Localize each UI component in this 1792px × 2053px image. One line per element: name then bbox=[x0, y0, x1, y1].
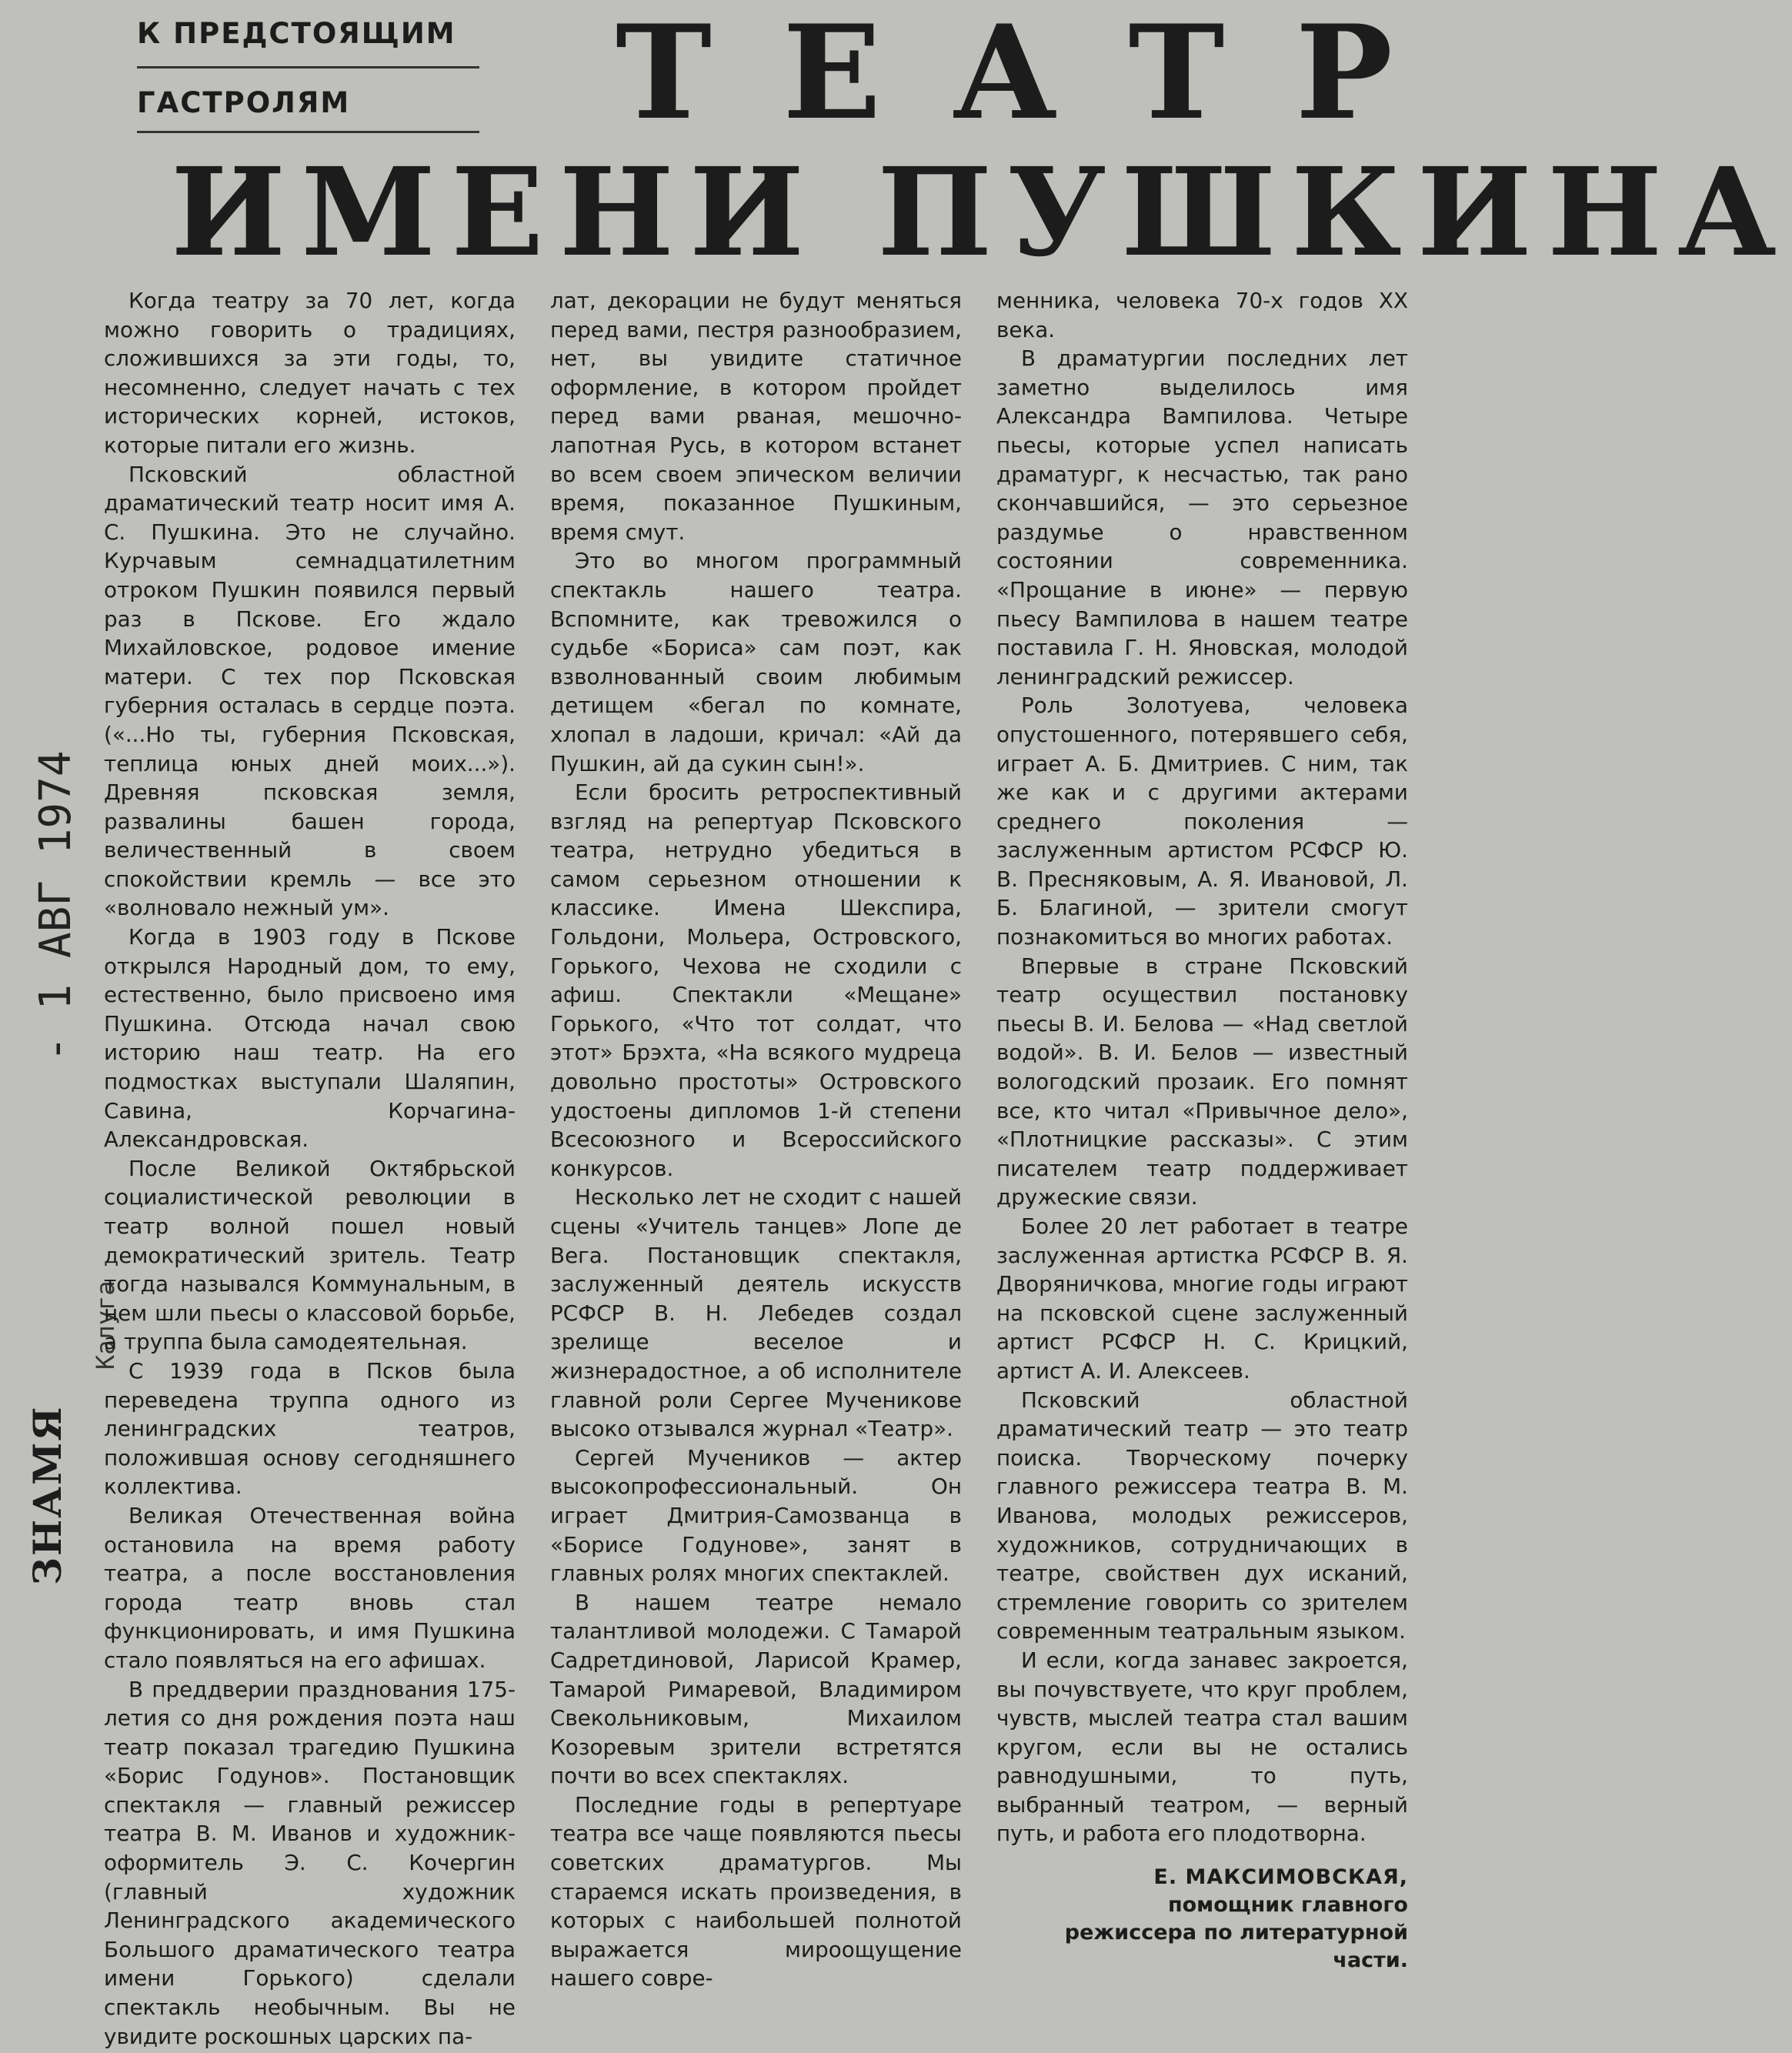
article-column-2 bbox=[550, 286, 962, 2045]
paragraph: В преддверии празднования 175-летия со дня рождения поэта наш театр показал трагедию Пушкина «Борис Годунов». Постановщик спектакля — главный режиссер театра В. М. Иванов и художник-оформитель Э. С. Кочергин (главный художник Ленинградского академического Большого драматического театра имени Горького) сделали спектакль необычным. Вы не увидите роскошных царских па- bbox=[104, 1676, 516, 2049]
paragraph: В драматургии последних лет заметно выделилось имя Александра Вампилова. Четыре пьесы, которые успел написать драматург, к несчастью, так рано скончавшийся, — это серьезное раздумье о нравственном состоянии современника. «Прощание в июне» — первую пьесу Вампилова в нашем театре поставила Г. Н. Яновская, молодой ленинградский режиссер. bbox=[996, 346, 1408, 689]
headline-letter: Т bbox=[1128, 0, 1225, 149]
author-name: Е. МАКСИМОВСКАЯ, bbox=[1153, 1865, 1408, 1890]
author-title-line: режиссера по литературной bbox=[1064, 1921, 1408, 1945]
stamp-city: Калуга bbox=[91, 1280, 120, 1370]
author-title-line: помощник главного bbox=[1167, 1893, 1408, 1918]
paragraph: лат, декорации не будут меняться перед вами, пестря разнообразием, нет, вы увидите статичное оформление, в котором пройдет перед вами рваная, мешочно-лапотная Русь, в котором встанет во всем своем эпическом величии время, показанное Пушкиным, время смут. bbox=[550, 288, 962, 545]
paragraph: Впервые в стране Псковский театр осуществил постановку пьесы В. И. Белова — «Над светлой водой». В. И. Белов — известный вологодский прозаик. Его помнят все, кто читал «Привычное дело», «Плотницкие рассказы». С этим писателем театр поддерживает дружеские связи. bbox=[996, 953, 1408, 1210]
headline-letter: А bbox=[952, 0, 1058, 149]
paragraph: Великая Отечественная война остановила на время работу театра, а после восстановления города театр вновь стал функционировать, и имя Пушкина стало появляться на его афишах. bbox=[104, 1502, 516, 1673]
article-column-3 bbox=[996, 286, 1408, 2045]
stamp-newspaper: ЗНАМЯ bbox=[25, 1405, 70, 1585]
kicker-rule-1 bbox=[137, 66, 479, 68]
paragraph: Это во многом программный спектакль нашего театра. Вспомните, как тревожился о судьбе «Бориса» сам поэт, как взволнованный своим любимым детищем «бегал по комнате, хлопал в ладоши, кричал: «Ай да Пушкин, ай да сукин сын!». bbox=[550, 548, 962, 776]
paragraph: После Великой Октябрьской социалистической революции в театр волной пошел новый демократический зритель. Театр тогда назывался Коммунальным, в нем шли пьесы о классовой борьбе, а труппа была самодеятельная. bbox=[104, 1155, 516, 1355]
paragraph: Сергей Мучеников — актер высокопрофессиональный. Он играет Дмитрия-Самозванца в «Борисе Годунове», занят в главных ролях многих спектаклей. bbox=[550, 1444, 962, 1587]
paragraph: С 1939 года в Псков была переведена труппа одного из ленинградских театров, положившая основу сегодняшнего коллектива. bbox=[104, 1357, 516, 1500]
headline-word-theatre bbox=[616, 0, 1393, 149]
kicker-rule-2 bbox=[137, 131, 479, 133]
stamp-date: - 1 АВГ 1974 bbox=[31, 750, 81, 1062]
paragraph: Когда в 1903 году в Пскове открылся Народный дом, то ему, естественно, было присвоено имя Пушкина. Отсюда начал свою историю наш театр. На его подмостках выступали Шаляпин, Савина, Корчагина-Александровская. bbox=[104, 924, 516, 1153]
paragraph: Псковский областной драматический театр — это театр поиска. Творческому почерку главного режиссера театра В. М. Иванова, молодых режиссеров, художников, сотрудничающих в театре, свойствен дух исканий, стремление говорить со зрителем современным театральным языком. bbox=[996, 1387, 1408, 1644]
kicker-line-1: К ПРЕДСТОЯЩИМ bbox=[137, 17, 456, 50]
paragraph: И если, когда занавес закроется, вы почувствуете, что круг проблем, чувств, мыслей театра стал вашим кругом, если вы не остались равнодушными, то путь, выбранный театром, — верный путь, и работа его плодотворна. bbox=[996, 1647, 1408, 1847]
headline-main: ИМЕНИ ПУШКИНА bbox=[171, 142, 1792, 284]
paragraph: Если бросить ретроспективный взгляд на репертуар Псковского театра, нетрудно убедиться в самом серьезном отношении к классике. Имена Шекспира, Гольдони, Мольера, Островского, Горького, Чехова не сходили с афиш. Спектакли «Мещане» Горького, «Что тот солдат, что этот» Брэхта, «На всякого мудреца довольно простоты» Островского удостоены дипломов 1-й степени Всесоюзного и Всероссийского конкурсов. bbox=[550, 779, 962, 1181]
paragraph: Когда театру за 70 лет, когда можно говорить о традициях, сложившихся за эти годы, то, несомненно, следует начать с тех исторических корней, истоков, которые питали его жизнь. bbox=[104, 288, 516, 458]
paragraph: Последние годы в репертуаре театра все чаще появляются пьесы советских драматургов. Мы стараемся искать произведения, в которых с наибольшей полнотой выражается мироощущение нашего совре- bbox=[550, 1791, 962, 1991]
paragraph: Роль Золотуева, человека опустошенного, потерявшего себя, играет А. Б. Дмитриев. С ним, так же как и с другими актерами среднего поколения — заслуженным артистом РСФСР Ю. В. Пресняковым, А. Я. Ивановой, Л. Б. Благиной, — зрители смогут познакомиться во многих работах. bbox=[996, 693, 1408, 950]
paragraph: Псковский областной драматический театр носит имя А. С. Пушкина. Это не случайно. Курчавым семнадцатилетним отроком Пушкин появился первый раз в Пскове. Его ждало Михайловское, родовое имение матери. С тех пор Псковская губерния осталась в сердце поэта. («...Но ты, губерния Псковская, теплица юных дней моих...»). Древняя псковская земля, развалины башен города, величественный в своем спокойствии кремль — все это «волновало нежный ум». bbox=[104, 461, 516, 921]
article-column-1 bbox=[104, 286, 516, 2049]
headline-letter: Т bbox=[616, 0, 712, 149]
paragraph: Более 20 лет работает в театре заслуженная артистка РСФСР В. Я. Дворяничкова, многие годы играют на псковской сцене заслуженный артист РСФСР Н. С. Крицкий, артист А. И. Алексеев. bbox=[996, 1213, 1408, 1384]
paragraph: В нашем театре немало талантливой молодежи. С Тамарой Садретдиновой, Ларисой Крамер, Тамарой Римаревой, Владимиром Свекольниковым, Михаилом Козоревым зрители встретятся почти во всех спектаклях. bbox=[550, 1589, 962, 1789]
author-title-line: части. bbox=[1333, 1948, 1408, 1973]
paragraph: менника, человека 70-х годов XX века. bbox=[996, 288, 1408, 342]
signature bbox=[996, 1864, 1408, 1975]
kicker-line-2: ГАСТРОЛЯМ bbox=[137, 86, 351, 119]
headline-letter: Е bbox=[783, 0, 882, 149]
headline-letter: Р bbox=[1295, 0, 1393, 149]
paragraph: Несколько лет не сходит с нашей сцены «Учитель танцев» Лопе де Вега. Постановщик спектакля, заслуженный деятель искусств РСФСР В. Н. Лебедев создал зрелище веселое и жизнерадостное, а об исполнителе главной роли Сергее Мученикове высоко отзывался журнал «Театр». bbox=[550, 1184, 962, 1442]
